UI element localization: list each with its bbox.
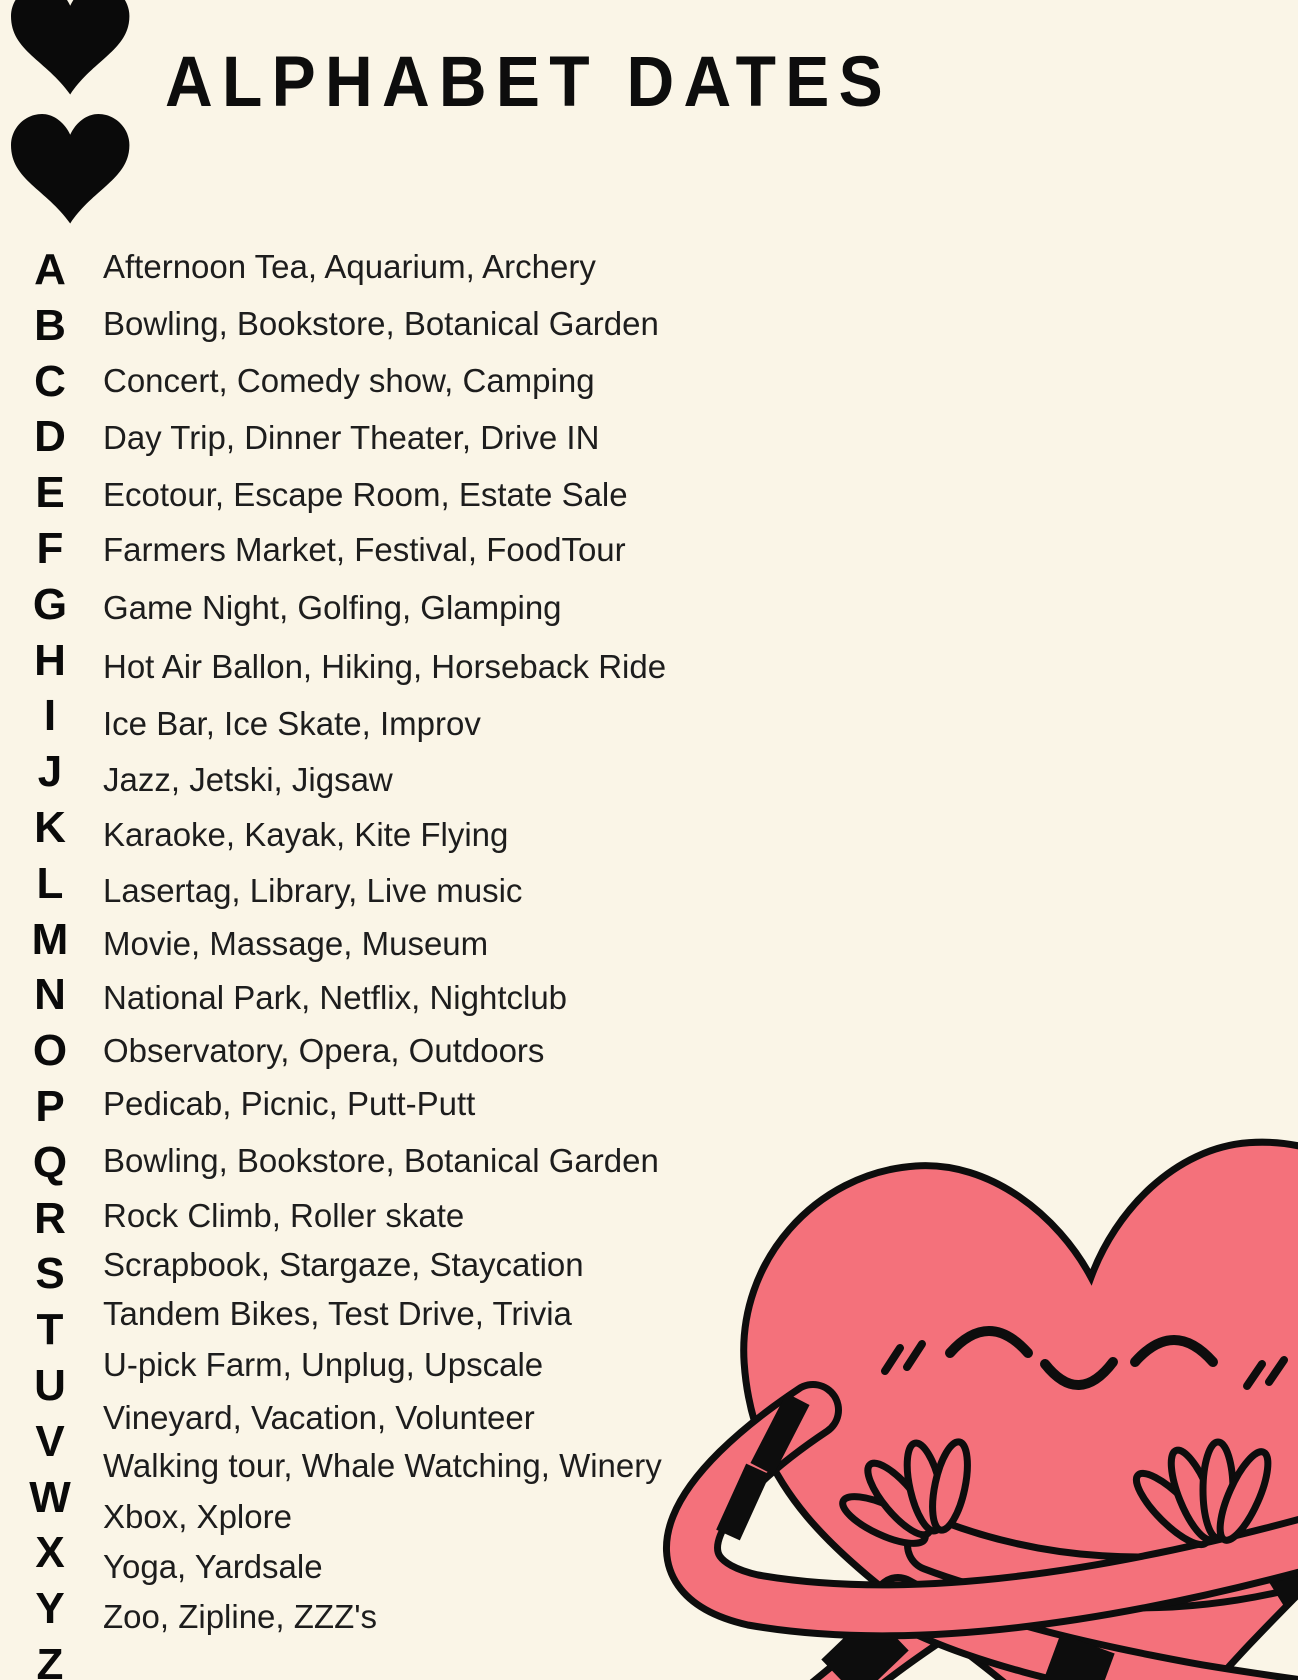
- idea-line: Afternoon Tea, Aquarium, Archery: [103, 248, 596, 285]
- page-title: ALPHABET DATES: [165, 43, 892, 122]
- letter-label: X: [35, 1528, 65, 1578]
- letter-label: U: [34, 1361, 66, 1410]
- letter-label: W: [29, 1472, 71, 1522]
- letter-label: Z: [36, 1640, 64, 1680]
- letter-column: [0, 0, 100, 1680]
- letter-label: A: [34, 245, 66, 294]
- idea-line: Scrapbook, Stargaze, Staycation: [103, 1246, 584, 1283]
- letter-label: G: [32, 579, 68, 629]
- idea-line: Walking tour, Whale Watching, Winery: [103, 1447, 662, 1484]
- letter-label: F: [36, 524, 64, 573]
- idea-line: Yoga, Yardsale: [103, 1548, 323, 1585]
- letter-label: D: [34, 412, 66, 462]
- idea-line: Pedicab, Picnic, Putt-Putt: [103, 1085, 476, 1122]
- idea-line: Game Night, Golfing, Glamping: [103, 589, 562, 626]
- idea-line: Hot Air Ballon, Hiking, Horseback Ride: [103, 648, 667, 685]
- letter-label: L: [36, 858, 64, 908]
- idea-line: Karaoke, Kayak, Kite Flying: [103, 816, 509, 853]
- letter-label: I: [43, 691, 57, 741]
- letter-label: E: [35, 468, 65, 518]
- idea-line: Farmers Market, Festival, FoodTour: [103, 531, 626, 568]
- idea-line: Vineyard, Vacation, Volunteer: [103, 1399, 535, 1436]
- letter-label: N: [34, 970, 66, 1020]
- right-leg-stripe: [1052, 1657, 1106, 1677]
- letter-label: V: [35, 1416, 65, 1466]
- idea-line: Ice Bar, Ice Skate, Improv: [103, 705, 481, 742]
- letter-label: T: [36, 1305, 64, 1355]
- idea-line: Observatory, Opera, Outdoors: [103, 1032, 545, 1069]
- letter-label: S: [35, 1249, 65, 1299]
- idea-line: Rock Climb, Roller skate: [103, 1197, 465, 1234]
- idea-line: Zoo, Zipline, ZZZ's: [103, 1598, 378, 1635]
- idea-line: Movie, Massage, Museum: [103, 925, 489, 962]
- letter-label: P: [35, 1082, 65, 1131]
- idea-line: Day Trip, Dinner Theater, Drive IN: [103, 419, 600, 456]
- idea-line: Concert, Comedy show, Camping: [103, 362, 595, 399]
- letter-label: C: [34, 356, 66, 406]
- letter-label: K: [34, 803, 66, 852]
- letter-label: H: [34, 635, 66, 685]
- idea-line: Xbox, Xplore: [103, 1498, 292, 1535]
- idea-line: Jazz, Jetski, Jigsaw: [103, 761, 393, 798]
- idea-line: Bowling, Bookstore, Botanical Garden: [103, 305, 659, 342]
- idea-column: [103, 0, 703, 1680]
- letter-label: O: [32, 1026, 68, 1076]
- letter-label: Q: [32, 1137, 68, 1187]
- letter-label: B: [34, 300, 66, 350]
- idea-line: Lasertag, Library, Live music: [103, 872, 523, 909]
- letter-label: R: [34, 1193, 66, 1243]
- letter-label: Y: [35, 1584, 65, 1634]
- idea-line: Bowling, Bookstore, Botanical Garden: [103, 1142, 659, 1179]
- hugging-heart-character: [638, 1095, 1298, 1680]
- idea-line: U-pick Farm, Unplug, Upscale: [103, 1346, 544, 1383]
- letter-label: M: [31, 914, 69, 964]
- letter-label: J: [37, 747, 63, 797]
- idea-line: Tandem Bikes, Test Drive, Trivia: [103, 1295, 572, 1332]
- idea-line: Ecotour, Escape Room, Estate Sale: [103, 476, 628, 513]
- idea-line: National Park, Netflix, Nightclub: [103, 979, 568, 1016]
